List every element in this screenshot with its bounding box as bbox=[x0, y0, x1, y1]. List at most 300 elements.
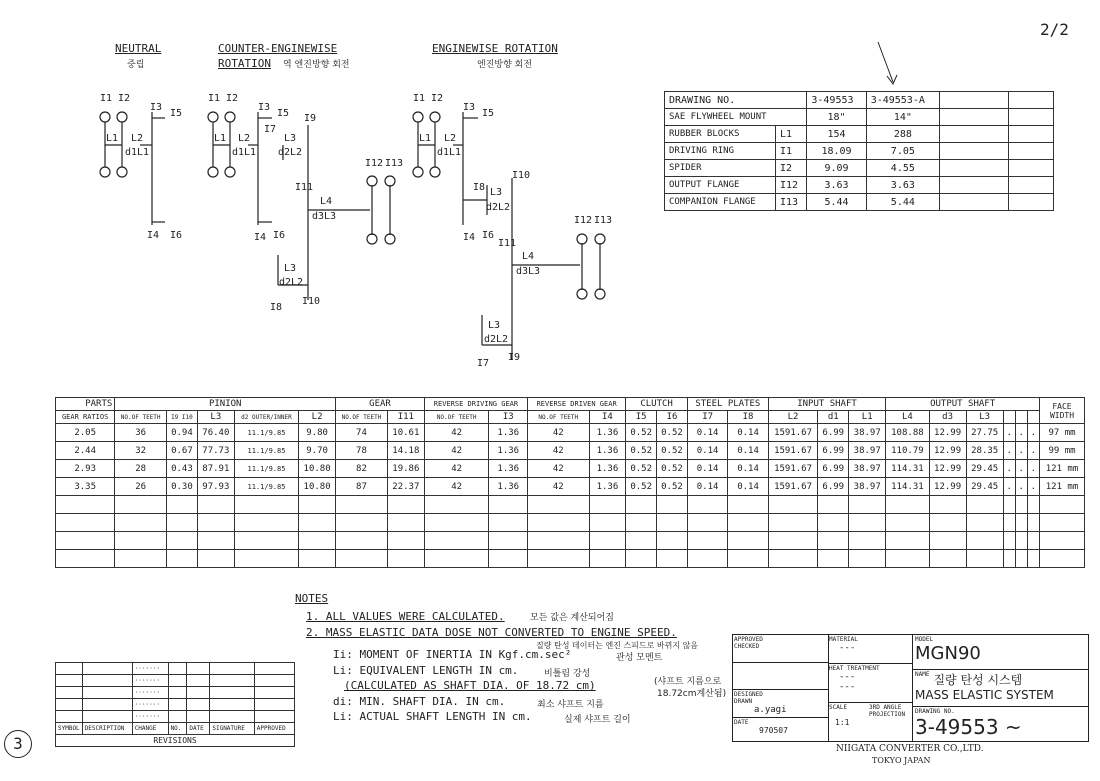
revision-cell: ······· bbox=[132, 711, 168, 723]
table-cell: 0.14 bbox=[687, 442, 727, 460]
revision-cell bbox=[82, 711, 132, 723]
table-cell-empty bbox=[167, 496, 198, 514]
revision-col-approved: APPROVED bbox=[254, 723, 294, 735]
group-steel-plates: STEEL PLATES bbox=[687, 398, 768, 411]
label-i11-engine: I11 bbox=[498, 238, 517, 249]
label-d1l1-engine: d1L1 bbox=[437, 147, 462, 158]
note-calculated-kr-1: (샤프트 지름으로 bbox=[654, 677, 722, 687]
label-d2l2-engine-bot: d2L2 bbox=[484, 334, 509, 345]
revision-cell bbox=[187, 675, 210, 687]
note-actual-length-kr: 실제 샤프트 길이 bbox=[564, 715, 631, 725]
label-l1-engine: L1 bbox=[419, 133, 432, 144]
table-cell-empty bbox=[768, 550, 818, 568]
label-i11-counter: I11 bbox=[295, 182, 314, 193]
table-cell: . bbox=[1003, 442, 1015, 460]
table-cell: 0.52 bbox=[626, 460, 657, 478]
revision-row bbox=[56, 699, 295, 711]
revision-col-symbol: SYMBOL bbox=[56, 723, 83, 735]
table-cell: 0.52 bbox=[657, 478, 688, 496]
sub-header-cell: NO.OF TEETH bbox=[336, 411, 388, 424]
group-gear: GEAR bbox=[336, 398, 425, 411]
table-cell: 99 mm bbox=[1040, 442, 1085, 460]
table-cell-empty bbox=[299, 514, 336, 532]
spec-row-label: RUBBER BLOCKS bbox=[665, 126, 776, 143]
table-group-row bbox=[56, 398, 1085, 411]
revision-cell bbox=[168, 699, 187, 711]
table-cell-empty bbox=[115, 532, 167, 550]
spec-empty bbox=[1009, 109, 1054, 126]
sub-header-cell: L3 bbox=[197, 411, 234, 424]
table-cell: 38.97 bbox=[849, 424, 886, 442]
spec-row-label: SPIDER bbox=[665, 160, 776, 177]
note-1-kr: 모든 값은 계산되어짐 bbox=[530, 613, 614, 623]
table-cell: 0.30 bbox=[167, 478, 198, 496]
spec-header-row bbox=[665, 92, 1054, 109]
note-actual-length: Li: ACTUAL SHAFT LENGTH IN cm. bbox=[333, 710, 532, 723]
label-i5-engine: I5 bbox=[482, 108, 495, 119]
spec-empty bbox=[940, 160, 1009, 177]
table-cell-empty bbox=[849, 550, 886, 568]
table-cell: . bbox=[1003, 478, 1015, 496]
material-label: MATERIAL bbox=[829, 636, 858, 643]
table-cell: 38.97 bbox=[849, 460, 886, 478]
table-cell-empty bbox=[929, 514, 966, 532]
table-cell: 29.45 bbox=[966, 478, 1003, 496]
sub-header-cell: d1 bbox=[818, 411, 849, 424]
table-cell: . bbox=[1015, 460, 1027, 478]
revision-col-change: CHANGE bbox=[132, 723, 168, 735]
company-name: NIIGATA CONVERTER CO.,LTD. bbox=[836, 744, 984, 754]
material-cell bbox=[828, 635, 912, 664]
table-cell: 87.91 bbox=[197, 460, 234, 478]
revision-header-row bbox=[56, 723, 295, 735]
table-cell-empty bbox=[1027, 514, 1039, 532]
table-cell: 0.52 bbox=[626, 424, 657, 442]
label-i10-counter: I10 bbox=[302, 296, 321, 307]
group-input-shaft: INPUT SHAFT bbox=[768, 398, 885, 411]
spec-value: 288 bbox=[866, 126, 939, 143]
label-i2-engine: I2 bbox=[431, 93, 444, 104]
table-cell: 11.1/9.85 bbox=[234, 424, 298, 442]
note-inertia-kr: 관성 모멘트 bbox=[616, 653, 663, 663]
table-cell-empty bbox=[818, 496, 849, 514]
model-cell bbox=[912, 635, 1088, 670]
spec-row bbox=[665, 143, 1054, 160]
table-cell: 76.40 bbox=[197, 424, 234, 442]
counter-title-2: ROTATION bbox=[218, 57, 271, 70]
label-i3-neutral: I3 bbox=[150, 102, 163, 113]
table-cell-empty bbox=[768, 514, 818, 532]
label-i12-counter: I12 bbox=[365, 158, 384, 169]
table-row bbox=[56, 424, 1085, 442]
table-cell-empty bbox=[589, 496, 626, 514]
table-cell-empty bbox=[849, 496, 886, 514]
table-cell-empty bbox=[1040, 532, 1085, 550]
table-cell-empty bbox=[489, 514, 528, 532]
table-cell: 82 bbox=[336, 460, 388, 478]
table-cell: 114.31 bbox=[886, 478, 929, 496]
table-cell: 1591.67 bbox=[768, 478, 818, 496]
table-cell-empty bbox=[299, 532, 336, 550]
table-cell: 6.99 bbox=[818, 478, 849, 496]
table-cell: 12.99 bbox=[929, 478, 966, 496]
circled-sheet-number: 3 bbox=[4, 730, 32, 758]
label-d2l2-engine-top: d2L2 bbox=[486, 202, 511, 213]
table-cell: 26 bbox=[115, 478, 167, 496]
spec-empty bbox=[1009, 92, 1054, 109]
table-cell-empty bbox=[849, 532, 886, 550]
parts-header: PARTS bbox=[56, 398, 115, 411]
table-cell-empty bbox=[1003, 550, 1015, 568]
table-cell-empty bbox=[966, 496, 1003, 514]
label-i6-engine: I6 bbox=[482, 230, 495, 241]
sub-header-cell bbox=[1015, 411, 1027, 424]
table-cell: 1.36 bbox=[589, 442, 626, 460]
table-cell: . bbox=[1027, 442, 1039, 460]
table-cell-empty bbox=[1003, 532, 1015, 550]
table-cell-empty bbox=[299, 496, 336, 514]
counter-title-kr: 역 엔진방향 회전 bbox=[283, 60, 350, 70]
company-city: TOKYO JAPAN bbox=[872, 756, 931, 765]
revision-cell bbox=[56, 663, 83, 675]
table-cell-empty bbox=[56, 514, 115, 532]
table-cell-empty bbox=[234, 532, 298, 550]
table-cell: 38.97 bbox=[849, 478, 886, 496]
table-cell: 1.36 bbox=[489, 478, 528, 496]
table-cell: 114.31 bbox=[886, 460, 929, 478]
revision-cell bbox=[168, 687, 187, 699]
table-sub-header-row bbox=[56, 411, 1085, 424]
date-cell bbox=[733, 718, 828, 746]
table-cell: 1.36 bbox=[589, 460, 626, 478]
table-cell: 11.1/9.85 bbox=[234, 442, 298, 460]
table-cell-empty bbox=[115, 514, 167, 532]
gear-ratios-header: GEAR RATIOS bbox=[56, 411, 115, 424]
spec-empty bbox=[940, 194, 1009, 211]
table-cell-empty bbox=[528, 514, 590, 532]
label-i6-neutral: I6 bbox=[170, 230, 183, 241]
table-cell-empty bbox=[818, 550, 849, 568]
table-cell: 108.88 bbox=[886, 424, 929, 442]
label-i8-engine: I8 bbox=[473, 182, 486, 193]
spec-header-col2: 3-49553-A bbox=[866, 92, 939, 109]
table-cell-empty bbox=[657, 496, 688, 514]
revision-cell bbox=[56, 699, 83, 711]
spec-row bbox=[665, 160, 1054, 177]
table-cell: 12.99 bbox=[929, 424, 966, 442]
spec-empty bbox=[940, 177, 1009, 194]
table-cell-empty bbox=[966, 532, 1003, 550]
table-cell-empty bbox=[929, 550, 966, 568]
table-cell-empty bbox=[528, 532, 590, 550]
notes-title: NOTES bbox=[295, 592, 329, 605]
drawing-no-cell bbox=[912, 707, 1088, 743]
sub-header-cell: I4 bbox=[589, 411, 626, 424]
sheet-mark: 2/2 bbox=[1040, 20, 1069, 39]
group-face-width: FACE WIDTH bbox=[1040, 398, 1085, 424]
group-clutch: CLUTCH bbox=[626, 398, 688, 411]
table-cell-empty bbox=[589, 514, 626, 532]
table-cell: 42 bbox=[424, 478, 489, 496]
label-i1-counter: I1 bbox=[208, 93, 221, 104]
table-cell-empty bbox=[528, 550, 590, 568]
table-cell-empty bbox=[424, 550, 489, 568]
spec-header-col1: 3-49553 bbox=[807, 92, 866, 109]
table-cell: 87 bbox=[336, 478, 388, 496]
table-cell: 3.35 bbox=[56, 478, 115, 496]
spec-value: 14" bbox=[866, 109, 939, 126]
table-cell-empty bbox=[768, 532, 818, 550]
material-value: --- bbox=[839, 643, 856, 653]
revision-cell bbox=[187, 663, 210, 675]
table-cell-empty bbox=[626, 514, 657, 532]
table-cell-empty bbox=[167, 514, 198, 532]
table-cell-empty bbox=[115, 496, 167, 514]
name-label: NAME bbox=[915, 671, 930, 678]
table-cell: 1.36 bbox=[489, 424, 528, 442]
revision-cell bbox=[210, 687, 254, 699]
note-equiv-length: Li: EQUIVALENT LENGTH IN cm. bbox=[333, 664, 519, 677]
table-cell-empty bbox=[966, 514, 1003, 532]
table-cell: 42 bbox=[424, 424, 489, 442]
table-cell: 28.35 bbox=[966, 442, 1003, 460]
spec-header-label: DRAWING NO. bbox=[665, 92, 807, 109]
table-cell: 36 bbox=[115, 424, 167, 442]
spec-symbol: I1 bbox=[775, 143, 806, 160]
table-cell-empty bbox=[657, 550, 688, 568]
table-cell: 11.1/9.85 bbox=[234, 460, 298, 478]
label-i7-engine: I7 bbox=[477, 358, 490, 369]
revision-cell bbox=[168, 675, 187, 687]
model-label: MODEL bbox=[915, 636, 934, 643]
approved-cell bbox=[733, 635, 828, 663]
revision-cell bbox=[254, 675, 294, 687]
table-cell-empty bbox=[886, 514, 929, 532]
table-cell: 2.93 bbox=[56, 460, 115, 478]
table-cell: 9.80 bbox=[299, 424, 336, 442]
scale-cell bbox=[828, 703, 912, 747]
spec-empty bbox=[940, 143, 1009, 160]
table-cell: 0.14 bbox=[687, 478, 727, 496]
revisions-title: REVISIONS bbox=[56, 735, 295, 747]
sub-header-cell bbox=[1027, 411, 1039, 424]
table-cell: 121 mm bbox=[1040, 460, 1085, 478]
table-cell: 1.36 bbox=[489, 460, 528, 478]
sub-header-cell: I3 bbox=[489, 411, 528, 424]
table-cell-empty bbox=[929, 532, 966, 550]
label-i3-counter: I3 bbox=[258, 102, 271, 113]
note-min-dia-kr: 최소 샤프트 지름 bbox=[537, 700, 604, 710]
table-cell-empty bbox=[167, 550, 198, 568]
revision-cell bbox=[82, 687, 132, 699]
name-value: MASS ELASTIC SYSTEM bbox=[915, 688, 1054, 702]
table-cell-empty bbox=[336, 532, 388, 550]
table-cell: 9.70 bbox=[299, 442, 336, 460]
table-cell-empty bbox=[886, 496, 929, 514]
label-l3-counter-bot: L3 bbox=[284, 263, 297, 274]
table-cell: 0.14 bbox=[687, 460, 727, 478]
label-l3-engine-bot: L3 bbox=[488, 320, 501, 331]
table-cell-empty bbox=[424, 496, 489, 514]
heat-treatment-value: --- bbox=[839, 672, 856, 682]
table-cell-empty bbox=[849, 514, 886, 532]
sub-header-cell: I5 bbox=[626, 411, 657, 424]
spec-empty bbox=[940, 126, 1009, 143]
table-cell: 42 bbox=[528, 424, 590, 442]
table-cell: 78 bbox=[336, 442, 388, 460]
table-cell-empty bbox=[687, 550, 727, 568]
sub-header-cell: NO.OF TEETH bbox=[528, 411, 590, 424]
spec-row-label: OUTPUT FLANGE bbox=[665, 177, 776, 194]
table-cell: 10.61 bbox=[387, 424, 424, 442]
spec-row bbox=[665, 177, 1054, 194]
table-cell-empty bbox=[1040, 496, 1085, 514]
table-cell: 0.14 bbox=[728, 460, 768, 478]
table-cell-empty bbox=[818, 532, 849, 550]
table-cell-empty bbox=[1015, 496, 1027, 514]
label-i4-neutral: I4 bbox=[147, 230, 160, 241]
name-cell bbox=[912, 670, 1088, 707]
table-cell: 1591.67 bbox=[768, 424, 818, 442]
table-cell-empty bbox=[197, 550, 234, 568]
label-i7-counter: I7 bbox=[264, 124, 277, 135]
table-cell: 42 bbox=[424, 442, 489, 460]
table-cell: 0.52 bbox=[657, 424, 688, 442]
table-row-empty bbox=[56, 496, 1085, 514]
table-cell-empty bbox=[687, 514, 727, 532]
spec-row-label: SAE FLYWHEEL MOUNT bbox=[665, 109, 807, 126]
spec-row bbox=[665, 109, 1054, 126]
table-cell: . bbox=[1015, 424, 1027, 442]
table-cell: 0.52 bbox=[626, 478, 657, 496]
note-calculated: (CALCULATED AS SHAFT DIA. OF 18.72 cm) bbox=[344, 679, 596, 692]
label-i9-engine: I9 bbox=[508, 352, 521, 363]
group-reverse-driving: REVERSE DRIVING GEAR bbox=[424, 398, 527, 411]
spec-value: 18" bbox=[807, 109, 866, 126]
table-cell: 42 bbox=[424, 460, 489, 478]
table-cell-empty bbox=[424, 532, 489, 550]
label-d1l1-neutral: d1L1 bbox=[125, 147, 150, 158]
table-cell: 0.67 bbox=[167, 442, 198, 460]
revision-cell bbox=[187, 699, 210, 711]
table-cell: 6.99 bbox=[818, 460, 849, 478]
engine-title-kr: 엔진방향 회전 bbox=[477, 60, 533, 70]
approved-label: APPROVED bbox=[734, 636, 763, 643]
table-cell-empty bbox=[1027, 532, 1039, 550]
table-cell: 0.52 bbox=[626, 442, 657, 460]
label-i3-engine: I3 bbox=[463, 102, 476, 113]
table-cell-empty bbox=[489, 550, 528, 568]
counter-title-1: COUNTER-ENGINEWISE bbox=[218, 42, 338, 55]
table-cell-empty bbox=[589, 550, 626, 568]
spec-symbol: L1 bbox=[775, 126, 806, 143]
table-cell: . bbox=[1027, 478, 1039, 496]
label-l3-counter-top: L3 bbox=[284, 133, 297, 144]
table-row-empty bbox=[56, 550, 1085, 568]
table-cell-empty bbox=[728, 514, 768, 532]
revision-cell bbox=[210, 711, 254, 723]
table-cell-empty bbox=[528, 496, 590, 514]
sub-header-cell: I11 bbox=[387, 411, 424, 424]
table-cell-empty bbox=[234, 550, 298, 568]
spec-symbol: I2 bbox=[775, 160, 806, 177]
heat-treatment-value-2: --- bbox=[839, 682, 856, 692]
table-cell-empty bbox=[626, 550, 657, 568]
label-i2-neutral: I2 bbox=[118, 93, 131, 104]
spec-symbol: I12 bbox=[775, 177, 806, 194]
table-cell-empty bbox=[1027, 550, 1039, 568]
revision-cell bbox=[168, 711, 187, 723]
table-cell: 27.75 bbox=[966, 424, 1003, 442]
label-l1-neutral: L1 bbox=[106, 133, 119, 144]
sub-header-cell: I9 I10 bbox=[167, 411, 198, 424]
table-cell: 42 bbox=[528, 442, 590, 460]
revision-row bbox=[56, 711, 295, 723]
neutral-title: NEUTRAL bbox=[115, 42, 162, 55]
sub-header-cell: d2 OUTER/INNER bbox=[234, 411, 298, 424]
revision-cell bbox=[210, 675, 254, 687]
table-cell: 97 mm bbox=[1040, 424, 1085, 442]
table-cell: 2.05 bbox=[56, 424, 115, 442]
revision-cell bbox=[210, 699, 254, 711]
spec-value: 5.44 bbox=[866, 194, 939, 211]
table-row bbox=[56, 442, 1085, 460]
spec-empty bbox=[1009, 194, 1054, 211]
label-i5-neutral: I5 bbox=[170, 108, 183, 119]
revision-cell bbox=[56, 687, 83, 699]
table-cell-empty bbox=[56, 496, 115, 514]
table-cell-empty bbox=[1015, 550, 1027, 568]
revision-row bbox=[56, 687, 295, 699]
drawing-no-value: 3-49553 ~ bbox=[915, 715, 1022, 739]
drawing-no-label: DRAWING NO. bbox=[915, 708, 955, 715]
spec-table bbox=[664, 91, 1054, 211]
revision-cell bbox=[254, 663, 294, 675]
revision-cell bbox=[254, 687, 294, 699]
revision-col-signature: SIGNATURE bbox=[210, 723, 254, 735]
table-cell-empty bbox=[387, 532, 424, 550]
label-i2-counter: I2 bbox=[226, 93, 239, 104]
table-cell: 110.79 bbox=[886, 442, 929, 460]
table-cell-empty bbox=[589, 532, 626, 550]
heat-treatment-cell bbox=[828, 664, 912, 703]
designed-label: DESIGNED bbox=[734, 691, 763, 698]
table-cell-empty bbox=[387, 496, 424, 514]
title-block-signatures bbox=[733, 635, 829, 741]
table-cell-empty bbox=[728, 496, 768, 514]
table-cell-empty bbox=[336, 550, 388, 568]
table-cell: 74 bbox=[336, 424, 388, 442]
sub-header-cell: I7 bbox=[687, 411, 727, 424]
table-cell: 1591.67 bbox=[768, 460, 818, 478]
table-cell: 1591.67 bbox=[768, 442, 818, 460]
table-cell: 19.86 bbox=[387, 460, 424, 478]
label-l2-counter: L2 bbox=[238, 133, 251, 144]
table-cell-empty bbox=[387, 514, 424, 532]
table-cell: 121 mm bbox=[1040, 478, 1085, 496]
table-cell: 0.14 bbox=[687, 424, 727, 442]
spec-value: 5.44 bbox=[807, 194, 866, 211]
revision-cell bbox=[187, 711, 210, 723]
note-equiv-length-kr: 비틀림 강성 bbox=[544, 669, 591, 679]
spec-value: 3.63 bbox=[866, 177, 939, 194]
label-d2l2-counter-top: d2L2 bbox=[278, 147, 303, 158]
table-cell: 77.73 bbox=[197, 442, 234, 460]
table-cell-empty bbox=[1003, 496, 1015, 514]
revisions-title-row bbox=[56, 735, 295, 747]
revision-cell bbox=[82, 699, 132, 711]
date-value: 970507 bbox=[759, 726, 788, 735]
